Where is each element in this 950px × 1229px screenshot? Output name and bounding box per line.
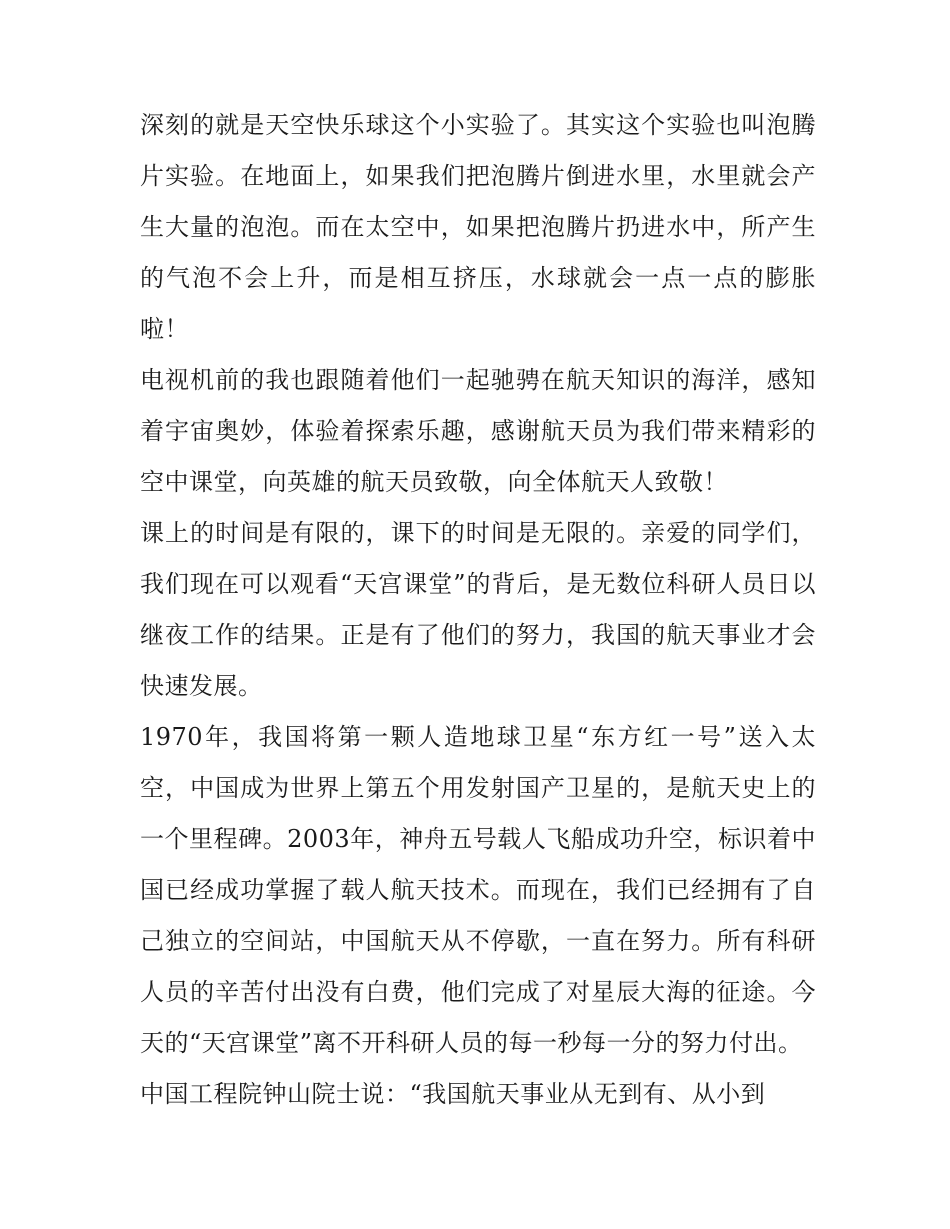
paragraph-researchers-effort: 课上的时间是有限的，课下的时间是无限的。亲爱的同学们，我们现在可以观看“天宫课堂”的背后，是无数位科研人员日以继夜工作的结果。正是有了他们的努力，我国的航天事业才会快速发展。 <box>140 519 816 700</box>
paragraph-academician-quote: 中国工程院钟山院士说：“我国航天事业从无到有、从小到 <box>140 1080 766 1108</box>
paragraph-salute-astronauts: 电视机前的我也跟随着他们一起驰骋在航天知识的海洋，感知着宇宙奥妙，体验着探索乐趣，感谢航天员为我们带来精彩的空中课堂，向英雄的航天员致敬，向全体航天人致敬！ <box>140 366 816 496</box>
paragraph-effervescent-tablet-experiment: 深刻的就是天空快乐球这个小实验了。其实这个实验也叫泡腾片实验。在地面上，如果我们把泡腾片倒进水里，水里就会产生大量的泡泡。而在太空中，如果把泡腾片扔进水中，所产生的气泡不会上升，而是相互挤压，水球就会一点一点的膨胀啦！ <box>140 111 816 343</box>
document-body <box>140 100 816 1120</box>
paragraph-space-history: 1970年，我国将第一颗人造地球卫星“东方红一号”送入太空，中国成为世界上第五个用发射国产卫星的，是航天史上的一个里程碑。2003年，神舟五号载人飞船成功升空，标识着中国已经成功掌握了载人航天技术。而现在，我们已经拥有了自己独立的空间站，中国航天从不停歇，一直在努力。所有科研人员的辛苦付出没有白费，他们完成了对星辰大海的征途。今天的“天宫课堂”离不开科研人员的每一秒每一分的努力付出。 <box>140 723 816 1057</box>
